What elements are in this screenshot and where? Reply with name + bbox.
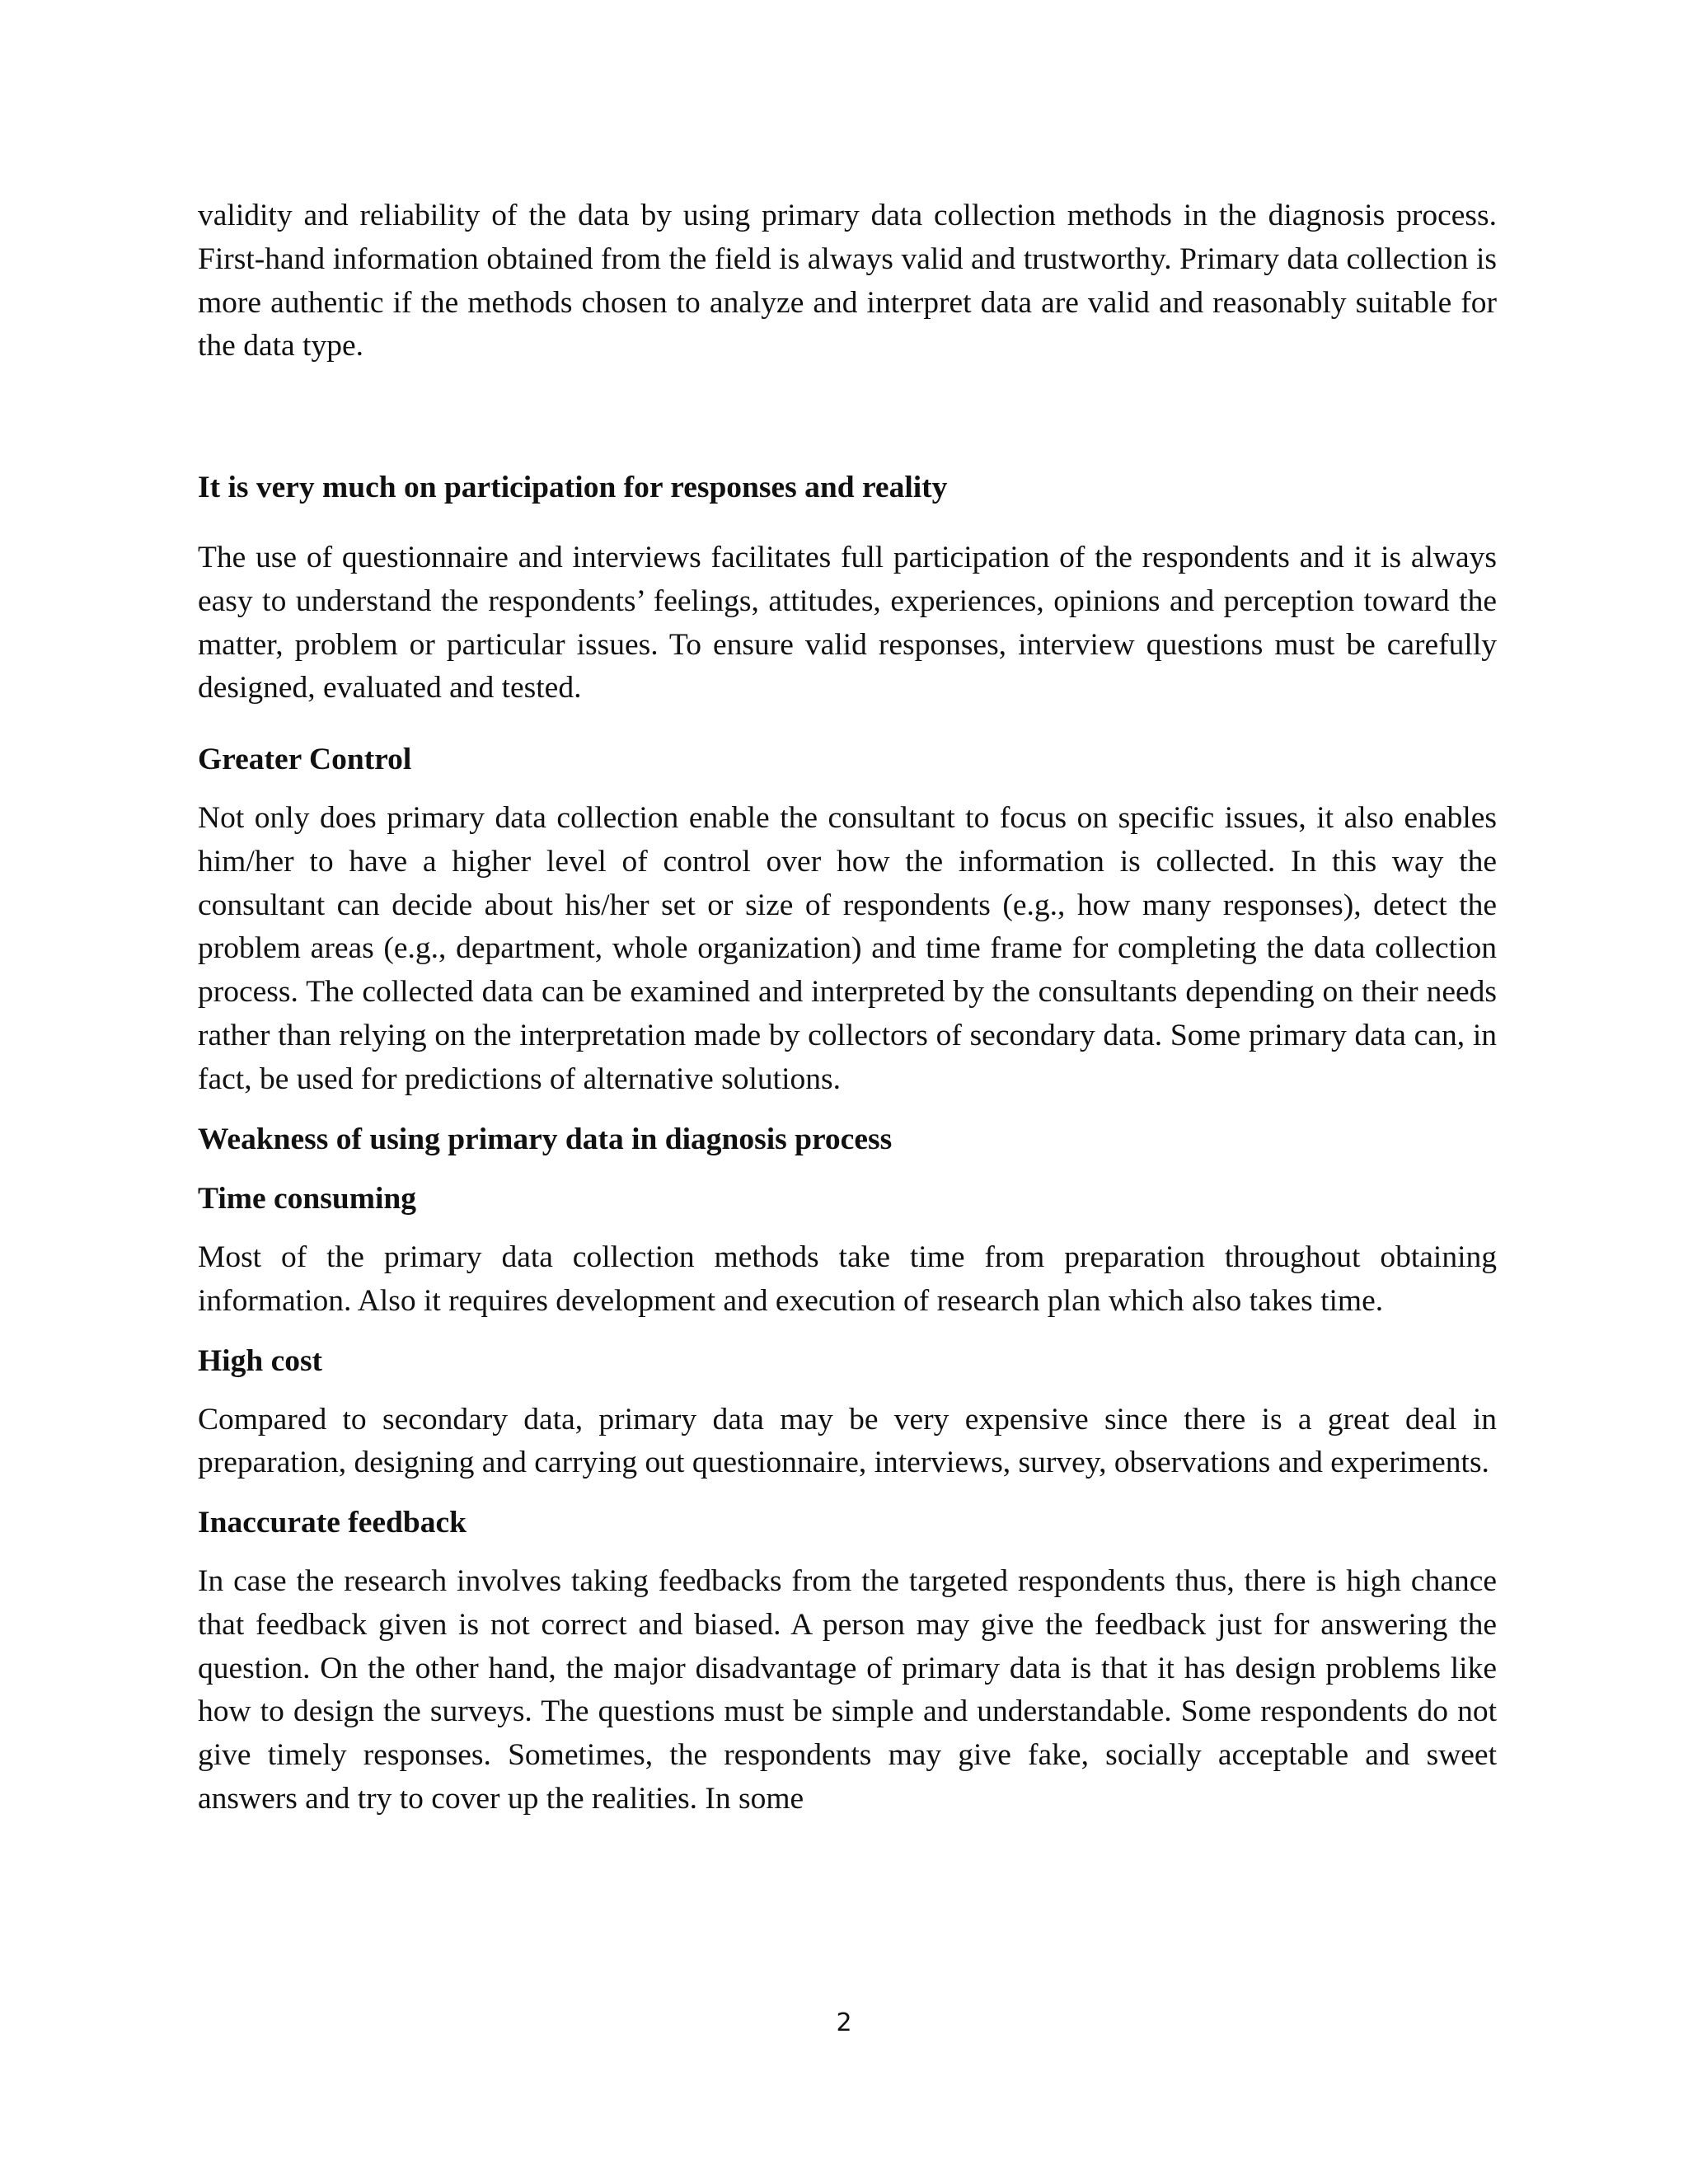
intro-paragraph: validity and reliability of the data by using primary data collection methods in the diagnosis process. First-hand information obtained from the field is always valid and trustworthy. Primary data collection is more authentic if the methods chosen to analyze and interpret data are valid and reasonably suitable for the data type. xyxy=(198,199,1497,363)
section-heading-weakness: Weakness of using primary data in diagnosis process xyxy=(198,1122,893,1156)
section-heading-high-cost: High cost xyxy=(198,1343,323,1378)
section-heading-participation: It is very much on participation for responses and reality xyxy=(198,471,948,505)
section-paragraph-high-cost: Compared to secondary data, primary data may be very expensive since there is a great deal in preparation, designing and carrying out questionnaire, interviews, survey, observations and experiments. xyxy=(198,1402,1497,1480)
page-number: 2 xyxy=(836,2008,852,2037)
section-paragraph-inaccurate-feedback: In case the research involves taking feedbacks from the targeted respondents thus, there is high chance that feedback given is not correct and biased. A person may give the feedback just for answering the question. On the other hand, the major disadvantage of primary data is that it has design problems like how to design the surveys. The questions must be simple and understandable. Some respondents do not give timely responses. Sometimes, the respondents may give fake, socially acceptable and sweet answers and try to cover up the realities. In some xyxy=(198,1563,1497,1816)
page-content xyxy=(198,194,1497,1821)
section-paragraph-participation: The use of questionnaire and interviews facilitates full participation of the respondents and it is always easy to understand the respondents’ feelings, attitudes, experiences, opinions and perception toward the matter, problem or particular issues. To ensure valid responses, interview questions must be carefully designed, evaluated and tested. xyxy=(198,540,1497,705)
section-paragraph-greater-control: Not only does primary data collection enable the consultant to focus on specific issues, it also enables him/her to have a higher level of control over how the information is collected. In this way the consultant can decide about his/her set or size of respondents (e.g., how many responses), detect the problem areas (e.g., department, whole organization) and time frame for completing the data collection process. The collected data can be examined and interpreted by the consultants depending on their needs rather than relying on the interpretation made by collectors of secondary data. Some primary data can, in fact, be used for predictions of alternative solutions. xyxy=(198,800,1497,1096)
section-heading-time-consuming: Time consuming xyxy=(198,1182,416,1216)
section-heading-greater-control: Greater Control xyxy=(198,743,412,777)
section-heading-inaccurate-feedback: Inaccurate feedback xyxy=(198,1506,467,1540)
section-paragraph-time-consuming: Most of the primary data collection methods take time from preparation throughout obtaining information. Also it requires development and execution of research plan which also takes time. xyxy=(198,1240,1497,1318)
